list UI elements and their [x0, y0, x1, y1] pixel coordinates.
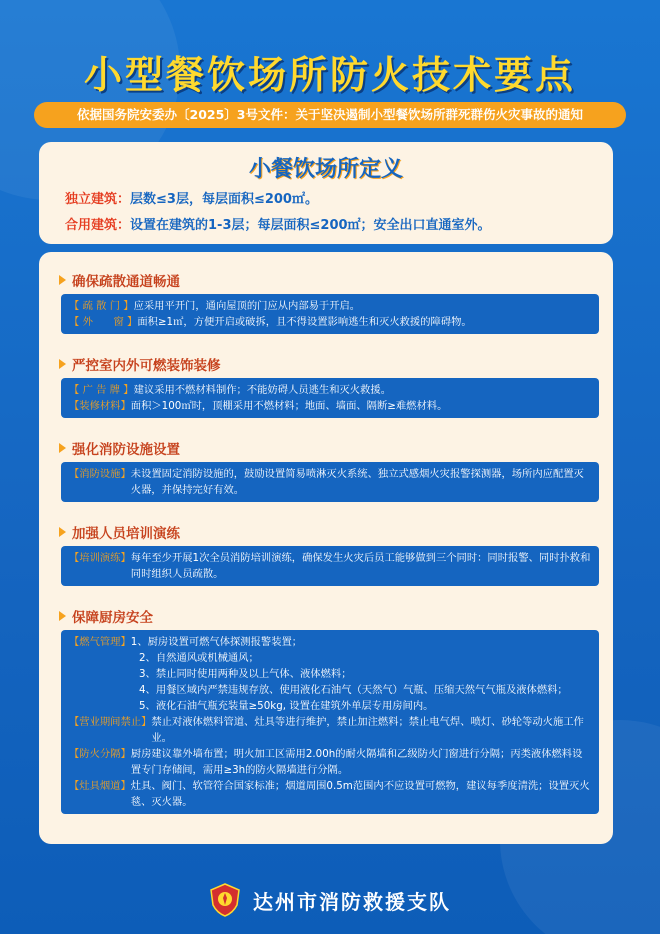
- item-row: [69, 398, 591, 414]
- item-text: 面积＞100㎡时，顶棚采用不燃材料；地面、墙面、隔断≥难燃材料。: [130, 400, 448, 412]
- item-row: [69, 466, 591, 498]
- item-text: 未设置固定消防设施的，鼓励设置简易喷淋灭火系统、独立式感烟火灾报警探测器，场所内应配置灭火器，并保持完好有效。: [130, 468, 584, 496]
- item-row: [69, 382, 591, 398]
- item-row: [69, 298, 591, 314]
- item-text: 面积≥1㎡，方便开启或破拆，且不得设置影响逃生和灭火救援的障碍物。: [137, 316, 472, 328]
- bullet-icon: [59, 443, 66, 453]
- section-box: [61, 630, 599, 814]
- item-tag: 【 疏 散 门 】: [69, 300, 134, 312]
- section-heading-text: 确保疏散通道畅通: [72, 274, 180, 290]
- bullet-icon: [59, 359, 66, 369]
- definition-line-standalone: [65, 188, 318, 207]
- item-tag: 【灶具烟道】: [69, 780, 131, 792]
- item-text: 1、厨房设置可燃气体探测报警装置；: [130, 636, 303, 648]
- item-tag: 【 外 窗 】: [69, 316, 138, 328]
- item-row: [69, 634, 591, 650]
- definition-label: 独立建筑：: [65, 192, 131, 207]
- item-tag: 【消防设施】: [69, 468, 131, 480]
- section-heading: [59, 270, 180, 290]
- footer-organization: 达州市消防救援支队: [253, 889, 451, 914]
- section-heading: [59, 354, 221, 374]
- item-row: [69, 714, 591, 746]
- bullet-icon: [59, 275, 66, 285]
- item-tag: 【 广 告 牌 】: [69, 384, 134, 396]
- item-text: 建议采用不燃材料制作；不能妨碍人员逃生和灭火救援。: [133, 384, 391, 396]
- item-text: 禁止对液体燃料管道、灶具等进行维护，禁止加注燃料；禁止电气焊、喷灯、砂轮等动火施工作业。: [151, 716, 584, 744]
- item-text: 3、禁止同时使用两种及以上气体、液体燃料；: [139, 668, 352, 680]
- bullet-icon: [59, 611, 66, 621]
- bullet-icon: [59, 527, 66, 537]
- footer: [0, 880, 660, 920]
- definition-text: 设置在建筑的1-3层；每层面积≤200㎡；安全出口直通室外。: [130, 218, 491, 233]
- item-tag: 【防火分隔】: [69, 748, 131, 760]
- section-box: [61, 462, 599, 502]
- item-text: 灶具、阀门、软管符合国家标准；烟道周围0.5m范围内不应设置可燃物，建议每季度清洗；设置灭火毯、灭火器。: [130, 780, 590, 808]
- section-box: [61, 378, 599, 418]
- item-text: 5、液化石油气瓶充装量≥50kg, 设置在建筑外单层专用房间内。: [139, 700, 434, 712]
- section-heading-text: 保障厨房安全: [72, 610, 153, 626]
- section-heading: [59, 438, 180, 458]
- item-tag: 【培训演练】: [69, 552, 131, 564]
- section-heading-text: 加强人员培训演练: [72, 526, 180, 542]
- section-heading: [59, 522, 180, 542]
- definition-title: 小餐饮场所定义: [248, 157, 403, 182]
- section-box: [61, 294, 599, 334]
- item-text: 4、用餐区域内严禁违规存放、使用液化石油气（天然气）气瓶、压缩天然气气瓶及液体燃料；: [139, 684, 568, 696]
- item-row: [69, 778, 591, 810]
- item-text: 2、自然通风或机械通风；: [139, 652, 259, 664]
- section-heading-text: 严控室内外可燃装饰装修: [72, 358, 221, 374]
- page-title: 小型餐饮场所防火技术要点: [83, 53, 576, 97]
- subtitle-banner: 依据国务院安委办〔2025〕3号文件：关于坚决遏制小型餐饮场所群死群伤火灾事故的通知: [34, 102, 626, 128]
- section-heading-text: 强化消防设施设置: [72, 442, 180, 458]
- definition-card: [39, 142, 613, 244]
- item-row: [69, 746, 591, 778]
- definition-line-shared: [65, 214, 491, 233]
- requirements-card: [39, 252, 613, 844]
- item-row: [69, 550, 591, 582]
- section-box: [61, 546, 599, 586]
- item-row: [69, 314, 591, 330]
- definition-label: 合用建筑：: [65, 218, 131, 233]
- section-heading: [59, 606, 153, 626]
- fire-rescue-emblem-icon: [209, 883, 241, 917]
- item-text: 厨房建议靠外墙布置；明火加工区需用2.00h的耐火隔墙和乙级防火门窗进行分隔；丙类液体燃料设置专门存储间，需用≥3h的防火隔墙进行分隔。: [130, 748, 583, 776]
- item-tag: 【营业期间禁止】: [69, 716, 152, 728]
- item-tag: 【燃气管理】: [69, 636, 131, 648]
- item-tag: 【装修材料】: [69, 400, 131, 412]
- item-text: 应采用平开门，通向屋顶的门应从内部易于开启。: [133, 300, 361, 312]
- item-text: 每年至少开展1次全员消防培训演练，确保发生火灾后员工能够做到三个同时：同时报警、同时扑救和同时组织人员疏散。: [130, 552, 591, 580]
- definition-text: 层数≤3层，每层面积≤200㎡。: [130, 192, 318, 207]
